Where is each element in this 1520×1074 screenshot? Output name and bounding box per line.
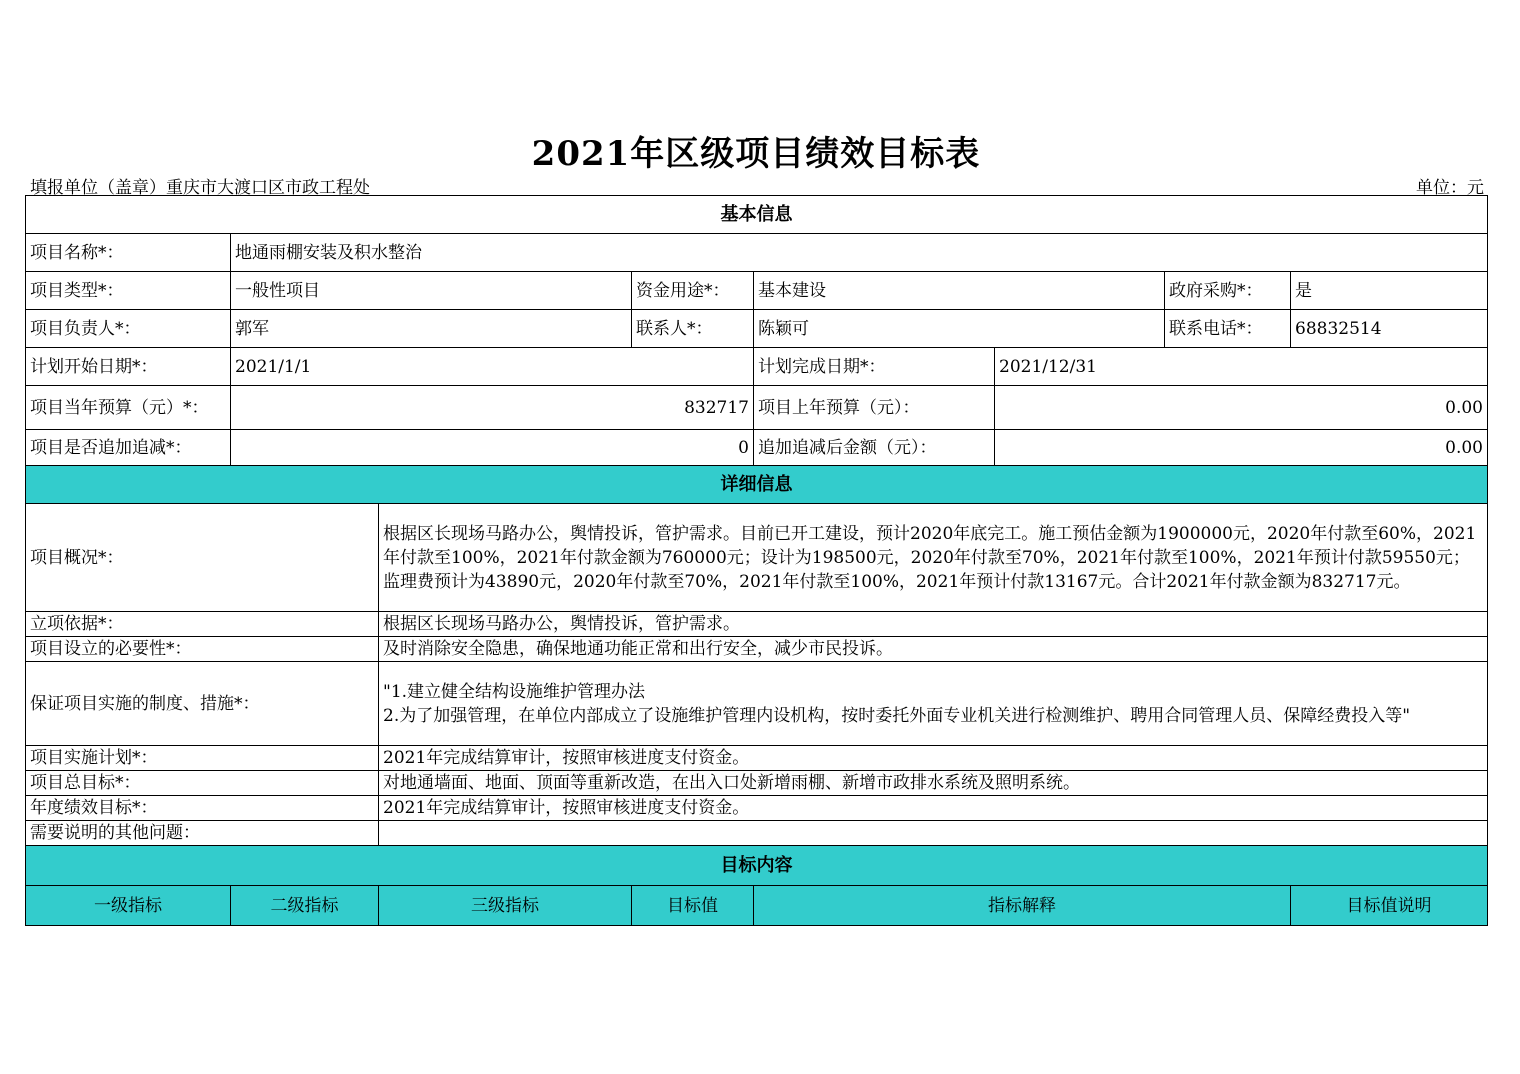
- project-name-value: 地通雨棚安装及积水整治: [231, 234, 1488, 272]
- contact-value: 陈颖可: [754, 310, 1165, 348]
- overview-value: 根据区长现场马路办公，舆情投诉，管护需求。目前已开工建设，预计2020年底完工。施工预估金额为1900000元，2020年付款至60%，2021年付款至100%，2021年付款金额为760000元；设计为198500元，2020年付款至70%，2021年付款至100%，2021年预计付款59550元；监理费预计为43890元，2020年付款至70%，2021年付款至100%，2021年预计付款13167元。合计2021年付款金额为832717元。: [379, 504, 1488, 612]
- overview-label: 项目概况*：: [26, 504, 379, 612]
- phone-value: 68832514: [1291, 310, 1488, 348]
- page-title: 2021年区级项目绩效目标表: [531, 134, 981, 174]
- measures-value: [379, 662, 1488, 746]
- goal-label: 项目总目标*：: [26, 771, 379, 796]
- annual-goal-label: 年度绩效目标*：: [26, 796, 379, 821]
- prev-budget-value: 0.00: [995, 386, 1488, 430]
- after-adjust-label: 追加追减后金额（元）：: [754, 430, 995, 466]
- end-date-label: 计划完成日期*：: [754, 348, 995, 386]
- detail-info-header: 详细信息: [26, 466, 1488, 504]
- project-name-label: 项目名称*：: [26, 234, 231, 272]
- end-date-value: 2021/12/31: [995, 348, 1488, 386]
- after-adjust-value: 0.00: [995, 430, 1488, 466]
- project-type-value: 一般性项目: [231, 272, 632, 310]
- goal-value: 对地通墙面、地面、顶面等重新改造，在出入口处新增雨棚、新增市政排水系统及照明系统。: [379, 771, 1488, 796]
- leader-label: 项目负责人*：: [26, 310, 231, 348]
- budget-label: 项目当年预算（元）*：: [26, 386, 231, 430]
- measures-line-1: "1.建立健全结构设施维护管理办法: [383, 681, 646, 702]
- col-level3-indicator: 三级指标: [379, 886, 632, 926]
- adjust-label: 项目是否追加追减*：: [26, 430, 231, 466]
- other-issues-label: 需要说明的其他问题：: [26, 821, 379, 846]
- col-level1-indicator: 一级指标: [26, 886, 231, 926]
- measures-label: 保证项目实施的制度、措施*：: [26, 662, 379, 746]
- plan-value: 2021年完成结算审计，按照审核进度支付资金。: [379, 746, 1488, 771]
- performance-target-table: [25, 195, 1488, 926]
- contact-label: 联系人*：: [632, 310, 754, 348]
- measures-line-2: 2.为了加强管理，在单位内部成立了设施维护管理内设机构，按时委托外面专业机关进行检测维护、聘用合同管理人员、保障经费投入等": [383, 705, 1411, 726]
- start-date-value: 2021/1/1: [231, 348, 754, 386]
- fund-use-value: 基本建设: [754, 272, 1165, 310]
- other-issues-value: [379, 821, 1488, 846]
- gov-purchase-value: 是: [1291, 272, 1488, 310]
- necessity-label: 项目设立的必要性*：: [26, 637, 379, 662]
- project-type-label: 项目类型*：: [26, 272, 231, 310]
- fund-use-label: 资金用途*：: [632, 272, 754, 310]
- annual-goal-value: 2021年完成结算审计，按照审核进度支付资金。: [379, 796, 1488, 821]
- plan-label: 项目实施计划*：: [26, 746, 379, 771]
- col-level2-indicator: 二级指标: [231, 886, 379, 926]
- currency-unit: 单位：元: [1416, 178, 1484, 198]
- gov-purchase-label: 政府采购*：: [1165, 272, 1291, 310]
- reporting-unit: 填报单位（盖章）重庆市大渡口区市政工程处: [30, 178, 370, 198]
- col-target-value-note: 目标值说明: [1291, 886, 1488, 926]
- basic-info-header: 基本信息: [26, 196, 1488, 234]
- leader-value: 郭军: [231, 310, 632, 348]
- adjust-value: 0: [231, 430, 754, 466]
- col-indicator-explanation: 指标解释: [754, 886, 1291, 926]
- col-target-value: 目标值: [632, 886, 754, 926]
- necessity-value: 及时消除安全隐患，确保地通功能正常和出行安全，减少市民投诉。: [379, 637, 1488, 662]
- prev-budget-label: 项目上年预算（元）：: [754, 386, 995, 430]
- basis-value: 根据区长现场马路办公，舆情投诉，管护需求。: [379, 612, 1488, 637]
- start-date-label: 计划开始日期*：: [26, 348, 231, 386]
- phone-label: 联系电话*：: [1165, 310, 1291, 348]
- target-content-header: 目标内容: [26, 846, 1488, 886]
- budget-value: 832717: [231, 386, 754, 430]
- basis-label: 立项依据*：: [26, 612, 379, 637]
